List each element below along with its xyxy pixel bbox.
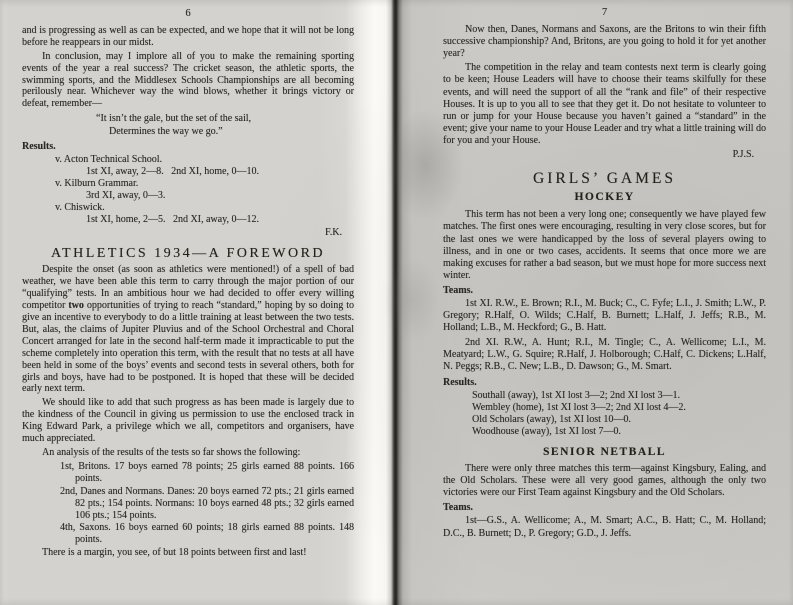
netball-heading: SENIOR NETBALL xyxy=(543,446,666,458)
hockey-result: Southall (away), 1st XI lost 3—2; 2nd XI lost 3—1. xyxy=(472,389,681,401)
author-initials: F.K. xyxy=(325,226,342,238)
athletics-p1-post: opportunities of trying to reach “standard,” hoping by so doing to give an incentive to everybody to do a little training at least between the two tests. But, alas, the claims of Jupiter Pluvius and of the School Orchestral and Choral Concert arranged for late in the second half-term made it impracticable to put the scheme completely into operation this term, with the result that no tests at all have been held in some of the boys’ events and second tests in several others, both for girls and boys, have had to be postponed. It is hoped that these will be decided early next term. xyxy=(22,300,354,395)
girls-games-heading: GIRLS’ GAMES xyxy=(533,170,676,188)
analysis-item: 4th, Saxons. 16 boys earned 60 points; 18 girls earned 88 points. 148 points. xyxy=(60,522,354,546)
match-opponent: v. Chiswick. xyxy=(55,201,105,213)
hockey-team-1st-xi: 1st XI. R.W., E. Brown; R.I., M. Buck; C., C. Fyfe; L.I., J. Smith; L.W., P. Gregory; R.Half, O. Wilds; C.Half, B. Burnett; L.Half, J. Jeffs; R.B., M. Holland; L.B., M. Heckford; G., B. Hatt. xyxy=(443,297,766,334)
athletics-p1-pre: Despite the onset (as soon as athletics were mentioned!) of a spell of bad weather, we have been able this term to carry through the major portion of our “qualifying” tests. In an ambitious hour we had decided to offer every willing competitor xyxy=(22,264,354,312)
house-notes-paragraph-1: Now then, Danes, Normans and Saxons, are the Britons to win their fifth successive championship? And, Britons, are you going to hold it for yet another year? xyxy=(443,24,766,60)
athletics-paragraph-4: There is a margin, you see, of but 18 points between first and last! xyxy=(42,547,307,559)
athletics-heading: ATHLETICS 1934—A FOREWORD xyxy=(50,245,326,261)
analysis-item: 2nd, Danes and Normans. Danes: 20 boys earned 72 pts.; 21 girls earned 82 pts.; 154 points. Normans: 10 boys earned 48 pts.; 32 girls earned 106 pts.; 154 points. xyxy=(60,485,354,521)
match-scores: 1st XI, away, 2—8. 2nd XI, home, 0—10. xyxy=(86,166,259,178)
house-notes-paragraph-2: The competition in the relay and team contests next term is clearly going to be keen; House Leaders will have to choose their teams skilfully for these events, and will need the support of all the “rank and file” of their respective Houses. It is up to you all to see that they get it. Do not hesitate to volunteer to run or jump for your House because you haven’t gained a “standard” in the event; give your name to your House Leader and try what a little training will do for you and your House. xyxy=(443,62,766,146)
page-number-left: 6 xyxy=(185,8,191,19)
intro-paragraph-1: and is progressing as well as can be expected, and we hope that it will not be long before he reappears in our midst. xyxy=(22,24,354,48)
page-number-right: 7 xyxy=(601,7,608,18)
hockey-result: Woodhouse (away), 1st XI lost 7—0. xyxy=(472,425,621,437)
teams-label: Teams. xyxy=(443,284,473,296)
netball-team-1st: 1st—G.S., A. Wellicome; A., M. Smart; A.C., B. Hatt; C., M. Holland; D.C., B. Burnett; D., P. Gregory; G.D., J. Jeffs. xyxy=(443,515,766,539)
match-scores: 3rd XI, away, 0—3. xyxy=(86,189,166,201)
athletics-p1-emphasis: two xyxy=(68,300,84,312)
hockey-team-2nd-xi: 2nd XI. R.W., A. Hunt; R.I., M. Tingle; C., A. Wellicome; L.I., M. Meatyard; L.W., G. Squire; R.Half, J. Holborough; C.Half, C. Dickens; L.Half, N. Peggs; R.B., C. New; L.B., D. Dawson; G., M. Smart. xyxy=(443,337,766,373)
quote-line-2: Determines the way we go.” xyxy=(109,125,223,137)
athletics-paragraph-2: We should like to add that such progress as has been made is largely due to the kindness of the Council in giving us permission to use the enclosed track in King Edward Park, a privilege which we all, competitors and organisers, have much appreciated. xyxy=(22,397,354,445)
analysis-item: 1st, Britons. 17 boys earned 78 points; 25 girls earned 88 points. 166 points. xyxy=(60,460,354,484)
page-6 xyxy=(0,0,368,561)
hockey-paragraph: This term has not been a very long one; consequently we have played few matches. The first ones were encouraging, resulting in very close scores, but for the last ones we were handicapped by the loss of several players owing to illness, and in one or two cases, accidents. It seems that once more we are making excuses for rather a bad season, but we must hope for more success next winter. xyxy=(443,209,766,281)
intro-paragraph-2: In conclusion, may I implore all of you to make the remaining sporting events of the year a real success? The cricket season, the athletic sports, the swimming sports, and the Middlesex Schools Championships are all becoming perilously near. Whichever way the wind blows, whether it brings victory or defeat, remember— xyxy=(22,50,354,110)
teams-label: Teams. xyxy=(443,502,473,514)
hockey-heading: HOCKEY xyxy=(574,191,635,204)
match-scores: 1st XI, home, 2—5. 2nd XI, away, 0—12. xyxy=(86,213,259,225)
athletics-paragraph-1 xyxy=(22,264,354,395)
results-label: Results. xyxy=(443,376,477,388)
athletics-paragraph-3: An analysis of the results of the tests so far shows the following: xyxy=(42,447,301,458)
quote-verse xyxy=(96,113,354,138)
author-initials: P.J.S. xyxy=(732,149,754,161)
quote-line-1: “It isn’t the gale, but the set of the sail, xyxy=(96,113,252,125)
hockey-result: Old Scholars (away), 1st XI lost 10—0. xyxy=(472,413,631,425)
netball-paragraph: There were only three matches this term—against Kingsbury, Ealing, and the Old Scholars. These were all very good games, although the only two victories were our First Team against Kingsbury and the Old Scholars. xyxy=(443,463,766,499)
results-label: Results. xyxy=(22,141,56,153)
page-7 xyxy=(398,0,793,543)
gutter-fold xyxy=(393,0,397,605)
match-opponent: v. Acton Technical School. xyxy=(55,154,163,166)
hockey-result: Wembley (home), 1st XI lost 3—2; 2nd XI lost 4—2. xyxy=(472,401,686,413)
match-opponent: v. Kilburn Grammar. xyxy=(55,177,139,189)
